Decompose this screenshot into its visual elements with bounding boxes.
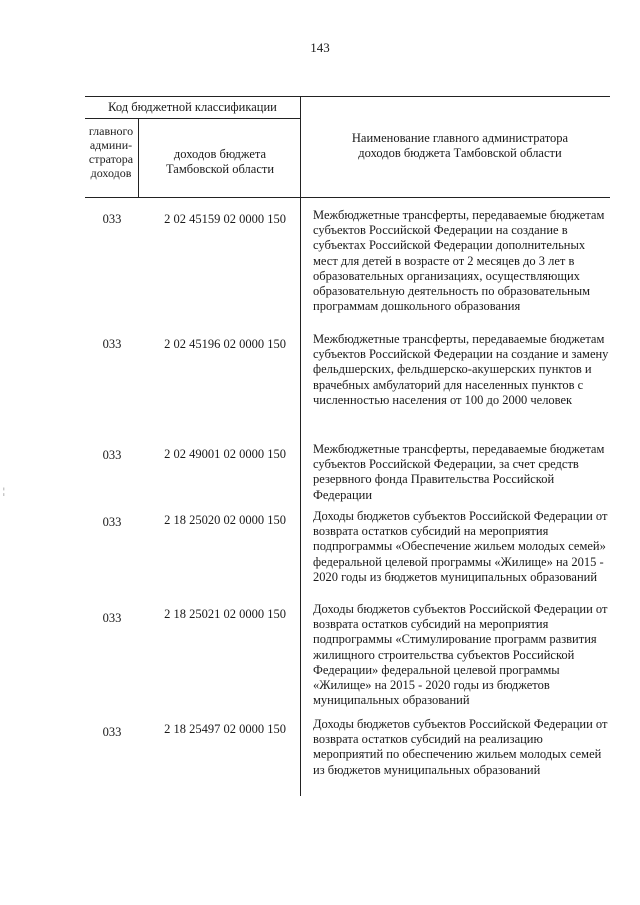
scan-margin-mark: ¦ [3,486,5,496]
row-admin-code: 033 [102,448,122,462]
row-budget-code: 2 02 49001 02 0000 150 [164,447,286,461]
code-name-divider [300,96,301,796]
group-header: Код бюджетной классификации [108,100,277,114]
table-top-border [85,96,610,97]
row-name: Межбюджетные трансферты, передаваемые бюджетам субъектов Российской Федерации на создание и замену фельдшерских, фельдшерско-акушерских пунктов и врачебных амбулаторий для населенных пунктов с численностью населения от 100 до 2000 человек [313,332,609,407]
column-header-admin: главного админи-стратора доходов [88,124,134,180]
row-budget-code: 2 18 25021 02 0000 150 [164,607,286,621]
row-name: Доходы бюджетов субъектов Российской Федерации от возврата остатков субсидий на мероприятия подпрограммы «Обеспечение жильем молодых семей» федеральной целевой программы «Жилище» на 2015 - 2020 годы из бюджетов муниципальных образований [313,509,608,584]
row-admin-code: 033 [102,337,122,351]
row-budget-code: 2 02 45196 02 0000 150 [164,337,286,351]
page-number: 143 [310,40,330,55]
row-name: Доходы бюджетов субъектов Российской Федерации от возврата остатков субсидий на реализацию мероприятий по обеспечению жильем молодых семей из бюджетов муниципальных образований [313,717,608,777]
row-budget-code: 2 18 25497 02 0000 150 [164,722,286,736]
row-budget-code: 2 02 45159 02 0000 150 [164,212,286,226]
column-header-name: Наименование главного администратора доходов бюджета Тамбовской области [351,131,569,160]
admin-code-divider [138,118,139,198]
column-header-code: доходов бюджета Тамбовской области [165,147,275,176]
row-budget-code: 2 18 25020 02 0000 150 [164,513,286,527]
row-admin-code: 033 [102,212,122,226]
row-admin-code: 033 [102,725,122,739]
row-name: Межбюджетные трансферты, передаваемые бюджетам субъектов Российской Федерации, за счет средств резервного фонда Правительства Российской Федерации [313,442,605,502]
row-name: Доходы бюджетов субъектов Российской Федерации от возврата остатков субсидий на мероприятия подпрограммы «Стимулирование программ развития жилищного строительства субъектов Российской Федерации» федеральной целевой программы «Жилище» на 2015 - 2020 годы из бюджетов муниципальных образований [313,602,608,708]
row-name: Межбюджетные трансферты, передаваемые бюджетам субъектов Российской Федерации на создание в субъектах Российской Федерации дополнительных мест для детей в возрасте от 2 месяцев до 3 лет в образовательных организациях, осуществляющих образовательную деятельность по образовательным программам дошкольного образования [313,208,605,314]
header-bottom-border [85,197,610,198]
row-admin-code: 033 [102,611,122,625]
row-admin-code: 033 [102,515,122,529]
group-header-divider [85,118,300,119]
